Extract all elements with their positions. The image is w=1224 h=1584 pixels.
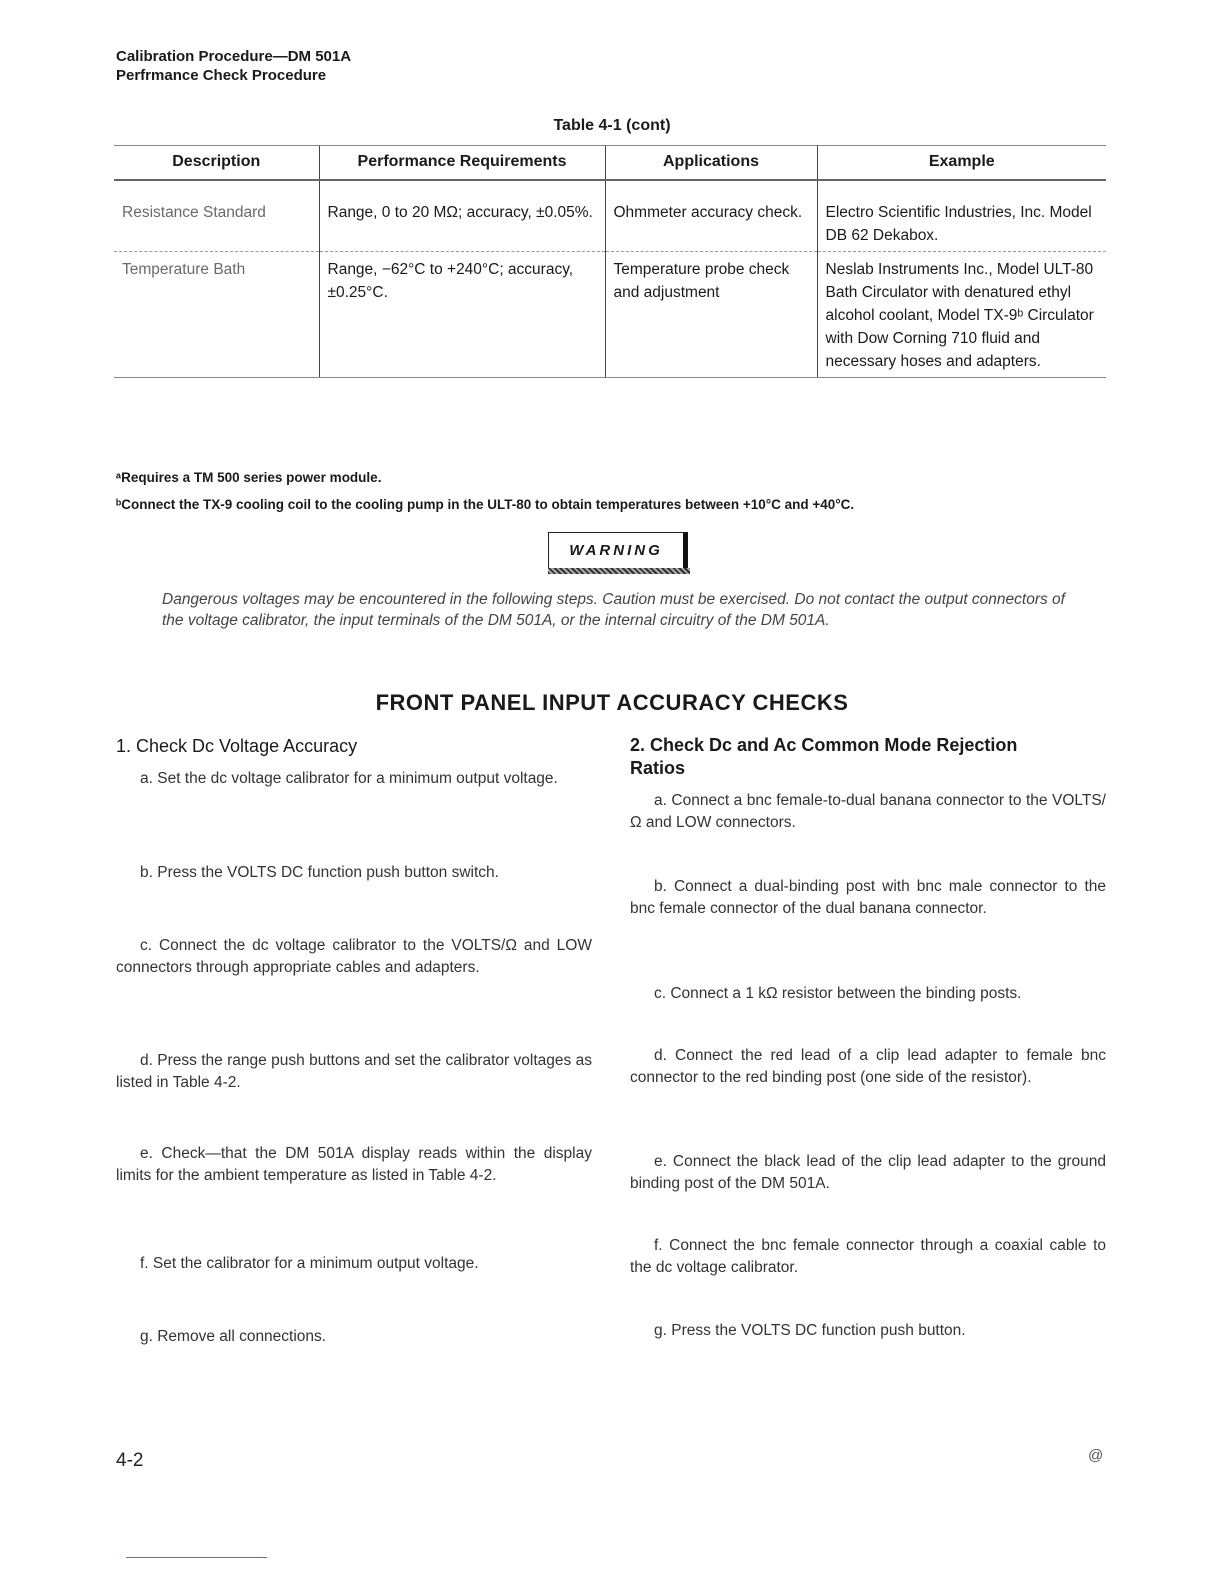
warning-box bbox=[548, 532, 690, 576]
cell-description: Resistance Standard bbox=[114, 180, 319, 252]
table-header-row bbox=[114, 146, 1106, 180]
table-caption: Table 4-1 (cont) bbox=[553, 117, 671, 134]
cell-description: Temperature Bath bbox=[114, 251, 319, 377]
cell-example: Neslab Instruments Inc., Model ULT-80 Bath Circulator with denatured ethyl alcohol coolant, Model TX-9ᵇ Circulator with Dow Corning 710 fluid and necessary hoses and adapters. bbox=[817, 251, 1106, 377]
table-row bbox=[114, 251, 1106, 377]
left-heading: 1. Check Dc Voltage Accuracy bbox=[116, 736, 358, 756]
left-step-c: c. Connect the dc voltage calibrator to the VOLTS/Ω and LOW connectors through appropriate cables and adapters. bbox=[116, 937, 592, 976]
column-header-description: Description bbox=[114, 146, 319, 180]
warning-text: Dangerous voltages may be encountered in the following steps. Caution must be exercised. Do not contact the output connectors of the voltage calibrator, the input terminals of the DM 501A, or the internal circuitry of the DM 501A. bbox=[162, 591, 1065, 629]
header-title: Calibration Procedure—DM 501A bbox=[116, 48, 352, 65]
left-step-f: f. Set the calibrator for a minimum output voltage. bbox=[140, 1255, 479, 1272]
warning-box-shadow bbox=[548, 568, 690, 574]
cell-requirements: Range, −62°C to +240°C; accuracy, ±0.25°C. bbox=[319, 251, 605, 377]
left-step-d: d. Press the range push buttons and set the calibrator voltages as listed in Table 4-2. bbox=[116, 1052, 592, 1091]
page-header bbox=[116, 47, 351, 85]
right-step-e: e. Connect the black lead of the clip lead adapter to the ground binding post of the DM 501A. bbox=[630, 1153, 1106, 1192]
footnote-a: ᵃRequires a TM 500 series power module. bbox=[116, 470, 382, 485]
left-step-g: g. Remove all connections. bbox=[140, 1328, 327, 1345]
footnote-b: ᵇConnect the TX-9 cooling coil to the cooling pump in the ULT-80 to obtain temperatures between +10°C and +40°C. bbox=[116, 497, 855, 512]
cell-applications: Ohmmeter accuracy check. bbox=[605, 180, 817, 252]
warning-label: WARNING bbox=[548, 532, 688, 568]
right-step-f: f. Connect the bnc female connector through a coaxial cable to the dc voltage calibrator. bbox=[630, 1237, 1106, 1276]
right-heading: 2. Check Dc and Ac Common Mode Rejection Ratios bbox=[630, 735, 1018, 778]
right-step-a: a. Connect a bnc female-to-dual banana connector to the VOLTS/Ω and LOW connectors. bbox=[630, 792, 1106, 831]
cell-requirements: Range, 0 to 20 MΩ; accuracy, ±0.05%. bbox=[319, 180, 605, 252]
right-step-g: g. Press the VOLTS DC function push button. bbox=[654, 1322, 966, 1339]
right-step-b: b. Connect a dual-binding post with bnc male connector to the bnc female connector of the dual banana connector. bbox=[630, 878, 1106, 917]
copyright-mark: @ bbox=[1088, 1447, 1104, 1464]
section-title: FRONT PANEL INPUT ACCURACY CHECKS bbox=[375, 690, 849, 715]
left-step-b: b. Press the VOLTS DC function push button switch. bbox=[140, 864, 499, 881]
cell-example: Electro Scientific Industries, Inc. Model DB 62 Dekabox. bbox=[817, 180, 1106, 252]
column-header-performance: Performance Requirements bbox=[319, 146, 605, 180]
column-header-applications: Applications bbox=[605, 146, 817, 180]
table-row bbox=[114, 180, 1106, 252]
left-step-e: e. Check—that the DM 501A display reads within the display limits for the ambient temperature as listed in Table 4-2. bbox=[116, 1145, 592, 1184]
page-number: 4-2 bbox=[116, 1450, 144, 1471]
right-step-d: d. Connect the red lead of a clip lead adapter to female bnc connector to the red binding post (one side of the resistor). bbox=[630, 1047, 1106, 1086]
footer-rule bbox=[126, 1557, 267, 1558]
column-header-example: Example bbox=[817, 146, 1106, 180]
header-subtitle: Perfrmance Check Procedure bbox=[116, 67, 327, 84]
right-step-c: c. Connect a 1 kΩ resistor between the binding posts. bbox=[654, 985, 1022, 1002]
equipment-table bbox=[114, 145, 1106, 378]
cell-applications: Temperature probe check and adjustment bbox=[605, 251, 817, 377]
left-step-a: a. Set the dc voltage calibrator for a minimum output voltage. bbox=[140, 770, 558, 787]
